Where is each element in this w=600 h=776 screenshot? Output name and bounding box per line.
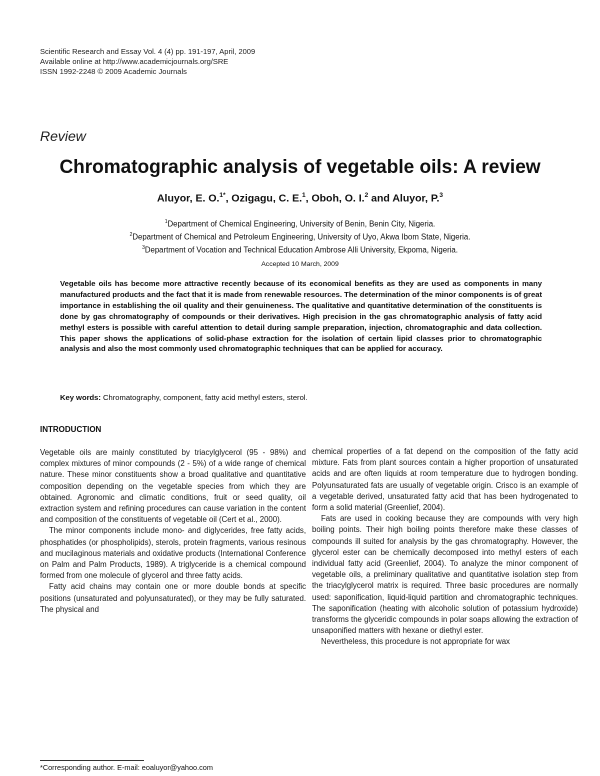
journal-url[interactable]: Available online at http://www.academicjournals.org/SRE bbox=[40, 57, 229, 66]
abstract: Vegetable oils has become more attractive recently because of its economical benefits as they are used as components in many manufactured products and the fact that it is made from renewable resources. The determination of the minor components is of great importance in establishing the oil quality and their genuineness. The qualitative and quantitative determination of the constituents is done by gas chromatography of compounds or their derivatives. High precision in the gas chromatographic analysis of fatty acid methyl esters is possible with careful attention to detail during sample preparation, injection, chromatographic and data collection. This paper shows the applications of solid-phase extraction for the isolation of certain lipid classes prior to chromatographic analysis and also the most commonly used chromatographic techniques that can be applied for accuracy. bbox=[60, 279, 542, 354]
paper-title: Chromatographic analysis of vegetable oils: A review bbox=[59, 157, 541, 178]
affiliations bbox=[0, 217, 600, 256]
author-mark: 1 bbox=[302, 192, 306, 199]
author-name: Oboh, O. I. bbox=[311, 192, 365, 205]
right-column bbox=[312, 446, 578, 648]
affiliation-mark: 1 bbox=[164, 219, 168, 225]
accepted-date: Accepted 10 March, 2009 bbox=[261, 261, 339, 268]
author-mark: 3 bbox=[439, 192, 444, 199]
affiliation-text: Department of Chemical Engineering, University of Benin, Benin City, Nigeria. bbox=[167, 219, 436, 229]
affiliation bbox=[0, 230, 600, 243]
author-and: and bbox=[368, 192, 393, 205]
corresponding-author-footnote: *Corresponding author. E-mail: eoaluyor@yahoo.com bbox=[40, 763, 213, 772]
affiliation bbox=[0, 217, 600, 230]
author-separator: , bbox=[225, 192, 232, 205]
affiliation bbox=[0, 243, 600, 256]
body-paragraph: The minor components include mono- and diglycerides, free fatty acids, phosphatides (or phospholipids), sterols, protein fragments, various resinous and mucilaginous materials and oxidative products (International Conference on Palm and Palm Products, 1989). A triglyceride is a chemical compound formed from one molecule of glycerol and three fatty acids. bbox=[40, 526, 306, 581]
affiliation-text: Department of Chemical and Petroleum Engineering, University of Uyo, Akwa Ibom State, Nigeria. bbox=[132, 232, 471, 242]
journal-citation: Scientific Research and Essay Vol. 4 (4) pp. 191-197, April, 2009 bbox=[40, 47, 256, 56]
affiliation-mark: 2 bbox=[129, 232, 133, 239]
author-separator: , bbox=[305, 192, 312, 205]
introduction-heading: INTRODUCTION bbox=[40, 425, 102, 434]
footnote-divider bbox=[40, 760, 144, 761]
section-type: Review bbox=[40, 128, 86, 144]
author-name: Ozigagu, C. E. bbox=[231, 192, 302, 205]
affiliation-mark: 3 bbox=[142, 245, 145, 252]
author-name: Aluyor, E. O. bbox=[156, 192, 220, 205]
journal-issn: ISSN 1992-2248 © 2009 Academic Journals bbox=[40, 67, 187, 76]
keywords bbox=[60, 393, 542, 402]
affiliation-text: Department of Vocation and Technical Education Ambrose Alli University, Ekpoma, Nigeria. bbox=[144, 245, 458, 255]
body-paragraph: Fatty acid chains may contain one or more double bonds at specific positions (unsaturated and polyunsaturated), or they may be fully saturated. The physical and bbox=[40, 582, 306, 614]
author-name: Aluyor, P. bbox=[392, 192, 440, 205]
body-paragraph: Vegetable oils are mainly constituted by triacylglycerol (95 - 98%) and complex mixtures of minor compounds (2 - 5%) of a wide range of chemical nature. These minor constituents show a broad qualitative and quantitative composition depending on the vegetable species from which they are obtained. Agronomic and climatic conditions, fruit or seed quality, oil extraction system and refining procedures can cause variation in the content and composition of the constituents of vegetable oil (Cert et al., 2000). bbox=[40, 448, 306, 525]
keywords-text: Chromatography, component, fatty acid methyl esters, sterol. bbox=[100, 393, 308, 402]
author-mark: 2 bbox=[364, 192, 369, 199]
author-list bbox=[0, 192, 600, 205]
body-paragraph: Fats are used in cooking because they are compounds with very high boiling points. Their high boiling points therefore make these classes of compounds ill suited for analysis by the gas chromatography. However, the glycerol ester can be chemically decomposed into methyl esters of each individual fatty acid (Greenlief, 2004). To analyze the minor component of vegetable oils, a preliminary qualitative and quantitative isolation step from the triacylglycerol matrix is required. Three basic procedures are normally used: saponification, liquid-liquid partition and chromatographic techniques. The saponification (heating with alcoholic solution of potassium hydroxide) transforms the glyceridic compounds in polar soaps allowing the extraction of unsaponified matters with hexane or diethyl ester. bbox=[312, 514, 578, 636]
keywords-label: Key words: bbox=[60, 393, 101, 402]
body-paragraph: Nevertheless, this procedure is not appropriate for wax bbox=[321, 637, 510, 647]
author-mark: 1* bbox=[219, 192, 226, 199]
journal-header bbox=[40, 47, 255, 77]
left-column bbox=[40, 447, 306, 615]
body-paragraph: chemical properties of a fat depend on the composition of the fatty acid mixture. Fats from plant sources contain a higher proportion of unsaturated acids and are often liquids at room temperature due to hydrogen bonding. Polyunsaturated fats are usually of vegetable origin. Crisco is an example of a vegetable derived, unsaturated fatty acid that has been hydrogenated to form a solid material (Greenlief, 2004). bbox=[312, 447, 578, 513]
